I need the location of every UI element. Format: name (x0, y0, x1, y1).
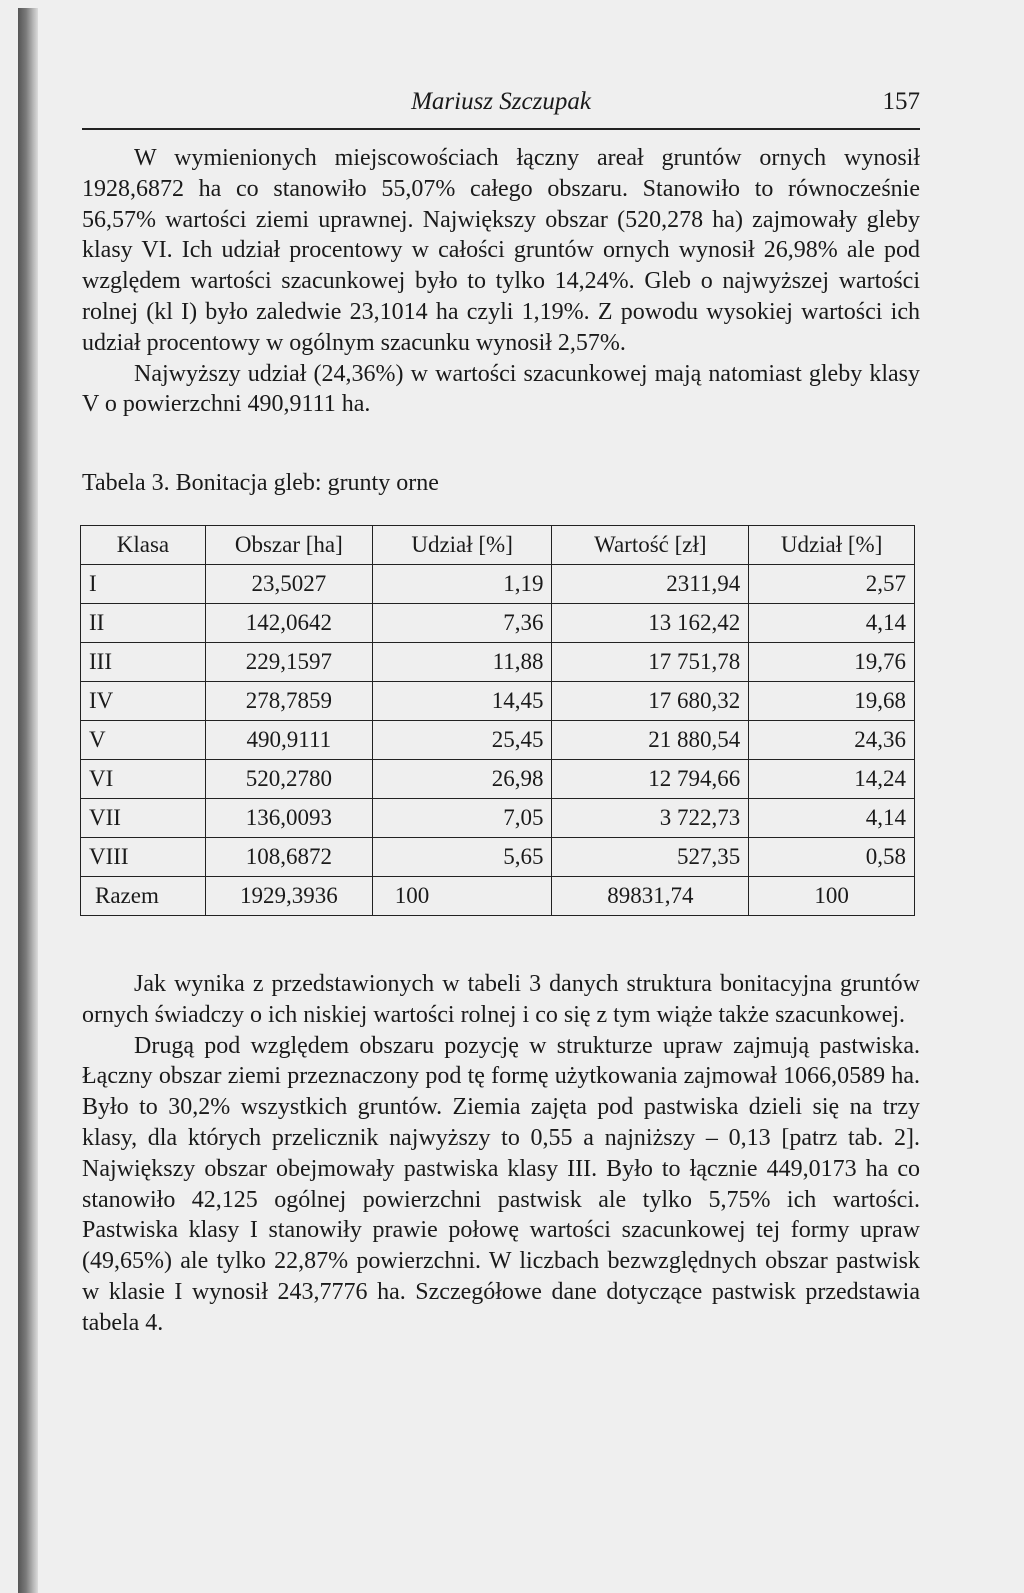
table-cell: 89831,74 (552, 877, 749, 916)
table-cell: III (81, 643, 206, 682)
paragraph: Najwyższy udział (24,36%) w wartości szacunkowej mają natomiast gleby klasy V o powierzchni 490,9111 ha. (82, 360, 920, 418)
table-cell: 3 722,73 (552, 799, 749, 838)
table-cell: 136,0093 (205, 799, 372, 838)
table-cell: V (81, 721, 206, 760)
table-cell: 1,19 (372, 565, 552, 604)
table-cell: 100 (372, 877, 552, 916)
header-author: Mariusz Szczupak (411, 88, 591, 115)
table-row (81, 760, 915, 799)
running-header (82, 82, 920, 130)
book-spine (18, 8, 38, 1593)
table-cell: 100 (749, 877, 915, 916)
table-cell: 2,57 (749, 565, 915, 604)
table-cell: 108,6872 (205, 838, 372, 877)
table-cell: II (81, 604, 206, 643)
table-cell: 520,2780 (205, 760, 372, 799)
table-cell: 17 751,78 (552, 643, 749, 682)
table-cell: 2311,94 (552, 565, 749, 604)
table-cell: 21 880,54 (552, 721, 749, 760)
table-caption: Tabela 3. Bonitacja gleb: grunty orne (82, 470, 439, 496)
table-row (81, 838, 915, 877)
table-cell: 4,14 (749, 604, 915, 643)
table-cell: 14,24 (749, 760, 915, 799)
table-cell: VII (81, 799, 206, 838)
table-cell: 142,0642 (205, 604, 372, 643)
body-text-top (82, 143, 920, 420)
column-header: Udział [%] (749, 526, 915, 565)
paragraph: Jak wynika z przedstawionych w tabeli 3 danych struktura bonitacyjna gruntów ornych świadczy o ich niskiej wartości rolnej i co się z tym wiąże także szacunkowej. (82, 971, 920, 1028)
table-cell: 23,5027 (205, 565, 372, 604)
table-cell: 4,14 (749, 799, 915, 838)
table-header-row (81, 526, 915, 565)
table-cell: 26,98 (372, 760, 552, 799)
table-cell: 490,9111 (205, 721, 372, 760)
table-cell: 25,45 (372, 721, 552, 760)
body-text-bottom (82, 969, 920, 1339)
table-row (81, 643, 915, 682)
table-cell: I (81, 565, 206, 604)
table-cell: 13 162,42 (552, 604, 749, 643)
table-cell: 278,7859 (205, 682, 372, 721)
table-cell: VI (81, 760, 206, 799)
table-cell: 19,68 (749, 682, 915, 721)
table-cell: 527,35 (552, 838, 749, 877)
bonitation-table (80, 525, 915, 916)
paragraph: W wymienionych miejscowościach łączny areał gruntów ornych wynosił 1928,6872 ha co stanowiło 55,07% całego obszaru. Stanowiło to równocześnie 56,57% wartości ziemi uprawnej. Największy obszar (520,278 ha) zajmowały gleby klasy VI. Ich udział procentowy w całości gruntów ornych wynosił 26,98% ale pod względem wartości szacunkowej było to tylko 14,24%. Gleb o najwyższej wartości rolnej (kl I) było zaledwie 23,1014 ha czyli 1,19%. Z powodu wysokiej wartości ich udział procentowy w ogólnym szacunku wynosił 2,57%. (82, 145, 920, 356)
table-cell: 0,58 (749, 838, 915, 877)
table-cell: 7,36 (372, 604, 552, 643)
table-row (81, 604, 915, 643)
table-cell: 229,1597 (205, 643, 372, 682)
page-number: 157 (882, 88, 920, 115)
table-cell: 5,65 (372, 838, 552, 877)
column-header: Klasa (81, 526, 206, 565)
table-cell: 14,45 (372, 682, 552, 721)
table-total-row (81, 877, 915, 916)
table-cell: 19,76 (749, 643, 915, 682)
column-header: Obszar [ha] (205, 526, 372, 565)
table-row (81, 721, 915, 760)
table-cell: IV (81, 682, 206, 721)
table-cell: 17 680,32 (552, 682, 749, 721)
column-header: Udział [%] (372, 526, 552, 565)
table-row (81, 565, 915, 604)
table-cell: VIII (81, 838, 206, 877)
table-row (81, 682, 915, 721)
table-cell: 7,05 (372, 799, 552, 838)
table-cell: 12 794,66 (552, 760, 749, 799)
paragraph: Drugą pod względem obszaru pozycję w strukturze upraw zajmują pastwiska. Łączny obszar ziemi przeznaczony pod tę formę użytkowania zajmował 1066,0589 ha. Było to 30,2% wszystkich gruntów. Ziemia zajęta pod pastwiska dzieli się na trzy klasy, dla których przelicznik najwyższy to 0,55 a najniższy – 0,13 [patrz tab. 2]. Największy obszar obejmowały pastwiska klasy III. Było to łącznie 449,0173 ha co stanowiło 42,125 ogólnej powierzchni pastwisk ale tylko 5,75% ich wartości. Pastwiska klasy I stanowiły prawie połowę wartości szacunkowej tej formy upraw (49,65%) ale tylko 22,87% powierzchni. W liczbach bezwzględnych obszar pastwisk w klasie I wynosił 243,7776 ha. Szczegółowe dane dotyczące pastwisk przedstawia tabela 4. (82, 1032, 920, 1336)
table-cell: 11,88 (372, 643, 552, 682)
table-cell: 1929,3936 (205, 877, 372, 916)
table-cell: 24,36 (749, 721, 915, 760)
table-cell: Razem (81, 877, 206, 916)
column-header: Wartość [zł] (552, 526, 749, 565)
table-row (81, 799, 915, 838)
